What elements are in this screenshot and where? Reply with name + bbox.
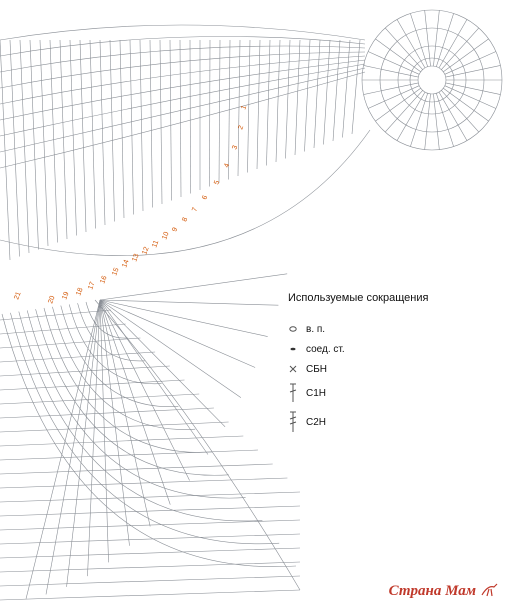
row-number-label: 21 bbox=[13, 290, 23, 301]
motif-spoke bbox=[439, 19, 467, 67]
treble-crochet-icon bbox=[282, 411, 304, 433]
fan-cross bbox=[0, 590, 300, 600]
fan-spoke bbox=[100, 274, 287, 300]
fan-spoke bbox=[100, 300, 170, 505]
stitch-column bbox=[120, 40, 124, 218]
band-row bbox=[0, 25, 365, 40]
stitch-column bbox=[314, 40, 320, 148]
stitch-column bbox=[333, 40, 340, 141]
motif-spoke bbox=[368, 86, 419, 109]
double-crochet-icon bbox=[282, 383, 304, 403]
stitch-column bbox=[40, 40, 48, 246]
motif-spoke bbox=[446, 83, 501, 95]
stitch-column bbox=[150, 40, 153, 208]
stitch-column bbox=[50, 40, 58, 243]
stitch-column bbox=[190, 40, 191, 194]
motif-spoke bbox=[375, 88, 420, 121]
stitch-column bbox=[60, 40, 67, 239]
fan-cross bbox=[0, 408, 214, 418]
row-number-label: 20 bbox=[47, 294, 57, 305]
legend-label: СБН bbox=[306, 363, 328, 375]
fan-spoke bbox=[100, 300, 268, 337]
fan-cross bbox=[0, 492, 300, 502]
stitch-column bbox=[286, 40, 291, 159]
fan-spoke bbox=[100, 300, 278, 305]
row-number-label: 5 bbox=[213, 179, 222, 186]
motif-spoke bbox=[445, 52, 496, 75]
row-number-label: 4 bbox=[223, 162, 232, 169]
motif-spoke bbox=[397, 19, 425, 67]
fan-row bbox=[52, 307, 195, 430]
fan-spoke bbox=[26, 300, 100, 599]
legend-label: С2Н bbox=[306, 416, 327, 428]
stitch-column bbox=[248, 40, 251, 173]
row-number-label: 7 bbox=[191, 206, 200, 213]
stitch-column bbox=[110, 40, 115, 222]
fan-edge bbox=[95, 300, 300, 590]
fan-cross bbox=[0, 464, 273, 474]
stitch-column bbox=[324, 40, 331, 145]
legend-title: Используемые сокращения bbox=[288, 292, 429, 304]
row-number-label: 1 bbox=[240, 104, 249, 111]
legend-label: С1Н bbox=[306, 387, 327, 399]
row-number-label: 6 bbox=[201, 194, 210, 201]
slip-stitch-icon bbox=[282, 345, 304, 353]
stitch-column bbox=[90, 40, 96, 229]
stitch-column bbox=[295, 40, 300, 155]
stitch-column bbox=[170, 40, 172, 201]
motif-spoke bbox=[445, 86, 496, 109]
band-row bbox=[0, 72, 365, 168]
motif-spoke bbox=[364, 65, 419, 77]
stitch-column bbox=[352, 40, 360, 134]
row-number-labels bbox=[13, 105, 248, 305]
motif-spoke bbox=[425, 10, 431, 66]
watermark bbox=[389, 581, 498, 602]
legend-item-dc bbox=[282, 382, 492, 404]
row-number-label: 10 bbox=[161, 230, 171, 241]
stitch-column bbox=[130, 40, 134, 215]
row-number-label: 15 bbox=[111, 266, 121, 277]
stitch-column bbox=[70, 40, 77, 236]
stitch-column bbox=[343, 40, 351, 138]
fan-row bbox=[10, 313, 279, 544]
motif-spoke bbox=[397, 92, 425, 140]
row-number-label: 12 bbox=[141, 245, 151, 256]
stitch-column bbox=[20, 40, 29, 253]
legend-item-tr bbox=[282, 410, 492, 434]
motif-spoke bbox=[446, 65, 501, 77]
stitch-column bbox=[80, 40, 86, 232]
motif-spoke bbox=[425, 94, 431, 150]
stitch-column bbox=[257, 40, 260, 169]
row-number-label: 8 bbox=[181, 216, 190, 223]
fan-cross bbox=[0, 450, 258, 460]
fan-cross bbox=[0, 548, 300, 558]
legend bbox=[282, 292, 492, 440]
row-number-label: 9 bbox=[171, 226, 180, 233]
fan-cross bbox=[0, 576, 300, 586]
band-row bbox=[0, 64, 365, 136]
stitch-column bbox=[219, 40, 220, 183]
fan-row bbox=[61, 306, 179, 407]
row-number-label: 16 bbox=[99, 274, 109, 285]
row-number-label: 18 bbox=[75, 286, 85, 297]
motif-spoke bbox=[443, 39, 488, 72]
row-number-label: 19 bbox=[61, 290, 71, 301]
fan-cross bbox=[0, 534, 300, 544]
stitch-column bbox=[160, 40, 162, 204]
fan-cross bbox=[0, 338, 140, 348]
legend-label: соед. ст. bbox=[306, 343, 345, 355]
motif-spoke bbox=[433, 10, 439, 66]
stork-icon bbox=[480, 581, 498, 602]
row-number-label: 3 bbox=[231, 144, 240, 151]
row-number-label: 11 bbox=[151, 239, 161, 249]
motif-spoke bbox=[375, 39, 420, 72]
fan-spoke bbox=[100, 300, 109, 562]
row-number-label: 17 bbox=[87, 280, 97, 291]
stitch-column bbox=[10, 40, 20, 257]
fan-spoke bbox=[100, 300, 241, 398]
motif-spoke bbox=[368, 52, 419, 75]
fan-row bbox=[36, 309, 229, 475]
legend-item-sc bbox=[282, 362, 492, 376]
fan-cross bbox=[0, 562, 300, 572]
stitch-column bbox=[210, 40, 211, 187]
row-number-label: 13 bbox=[131, 252, 141, 263]
fan-cross bbox=[0, 324, 126, 334]
stitch-column bbox=[276, 40, 280, 162]
legend-label: в. п. bbox=[306, 323, 326, 335]
stitch-column bbox=[180, 40, 181, 197]
circular-motif bbox=[362, 10, 502, 150]
fan-cross bbox=[0, 422, 229, 432]
band-row bbox=[0, 46, 365, 72]
fan-cross bbox=[0, 380, 185, 390]
watermark-text: Страна Мам bbox=[388, 583, 476, 599]
motif-spoke bbox=[443, 88, 488, 121]
motif-spoke bbox=[433, 94, 439, 150]
stitch-column bbox=[100, 40, 105, 225]
legend-item-slip bbox=[282, 342, 492, 356]
row-number-label: 14 bbox=[121, 258, 131, 269]
stitch-column bbox=[267, 40, 271, 166]
fan-row bbox=[2, 314, 296, 567]
fan-spoke bbox=[100, 300, 225, 427]
fan-cross bbox=[0, 506, 300, 516]
fan-row bbox=[44, 308, 212, 452]
motif-spoke bbox=[364, 83, 419, 95]
band-row bbox=[0, 60, 365, 120]
chain-stitch-icon bbox=[282, 325, 304, 333]
legend-item-chain bbox=[282, 322, 492, 336]
row-number-label: 2 bbox=[237, 124, 246, 131]
single-crochet-icon bbox=[282, 364, 304, 374]
fan-cross bbox=[0, 366, 170, 376]
stitch-column bbox=[305, 40, 311, 152]
band-row bbox=[0, 68, 365, 152]
motif-spoke bbox=[439, 92, 467, 140]
band-row bbox=[0, 52, 365, 88]
motif-ring bbox=[418, 66, 446, 94]
